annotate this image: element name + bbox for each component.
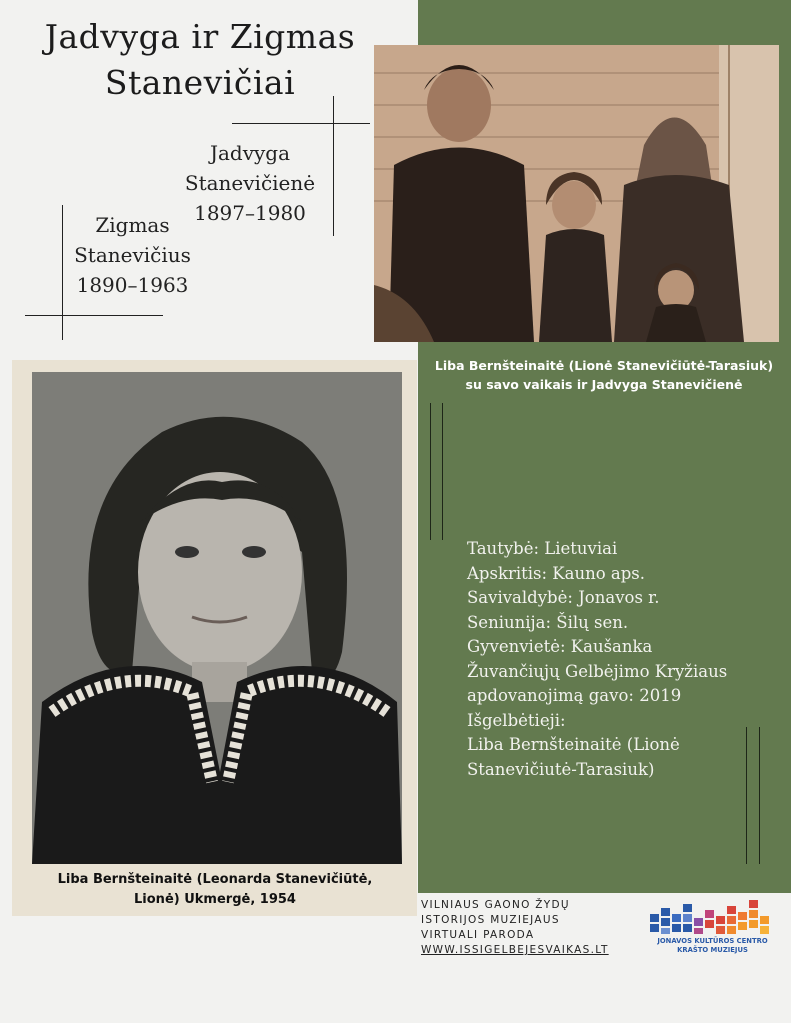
info-line: Savivaldybė: Jonavos r. (467, 588, 660, 607)
page-title (30, 14, 370, 106)
family-photo-illustration (374, 45, 779, 342)
info-line: Apskritis: Kauno aps. (467, 563, 645, 583)
portrait-photo (32, 372, 402, 864)
website-link[interactable]: WWW.ISSIGELBEJESVAIKAS.LT (421, 944, 609, 956)
logo-text-line-2: KRAŠTO MUZIEJUS (677, 946, 748, 954)
person-years: 1890–1963 (76, 273, 189, 297)
info-block (467, 537, 767, 782)
logo-text (646, 937, 779, 955)
person-zigmas (55, 210, 210, 300)
person-last-name: Stanevičius (74, 243, 191, 267)
title-line-1: Jadvyga ir Zigmas (44, 17, 356, 56)
person-last-name: Stanevičienė (184, 171, 316, 195)
museum-logo-icon (650, 900, 775, 936)
info-line: Tautybė: Lietuviai (467, 539, 618, 558)
family-photo (374, 45, 779, 342)
panel-divider-line (442, 403, 443, 540)
museum-line-3: VIRTUALI PARODA (421, 929, 535, 941)
logo-text-line-1: JONAVOS KULTŪROS CENTRO (657, 937, 768, 945)
info-line: Liba Bernšteinaitė (Lionė (467, 735, 680, 754)
portrait-illustration (32, 372, 402, 864)
info-line: Išgelbėtieji: (467, 710, 566, 730)
museum-line-2: ISTORIJOS MUZIEJAUS (421, 914, 560, 926)
person-years: 1897–1980 (194, 201, 306, 225)
divider-line (232, 123, 370, 124)
museum-credit (421, 898, 641, 958)
divider-line (333, 96, 334, 236)
person-first-name: Jadvyga (209, 141, 291, 165)
info-line: Gyvenvietė: Kaušanka (467, 637, 653, 656)
family-photo-caption: Liba Bernšteinaitė (Lionė Stanevičiūtė-Tarasiuk) su savo vaikais ir Jadvyga Stanevičienė (434, 358, 774, 392)
info-line: apdovanojimą gavo: 2019 (467, 686, 682, 705)
info-line: Stanevičiutė-Tarasiuk) (467, 759, 655, 779)
divider-line (25, 315, 163, 316)
title-line-2: Stanevičiai (104, 63, 296, 102)
info-line: Seniunija: Šilų sen. (467, 612, 629, 632)
portrait-photo-frame (12, 360, 417, 916)
portrait-caption-line-2: Lionė) Ukmergė, 1954 (134, 892, 296, 907)
museum-line-1: VILNIAUS GAONO ŽYDŲ (421, 899, 570, 911)
person-first-name: Zigmas (95, 213, 170, 237)
portrait-caption-line-1: Liba Bernšteinaitė (Leonarda Stanevičiūtė, (57, 872, 373, 887)
panel-divider-line (430, 403, 431, 540)
info-line: Žuvančiųjų Gelbėjimo Kryžiaus (467, 661, 728, 681)
portrait-caption (25, 870, 405, 910)
